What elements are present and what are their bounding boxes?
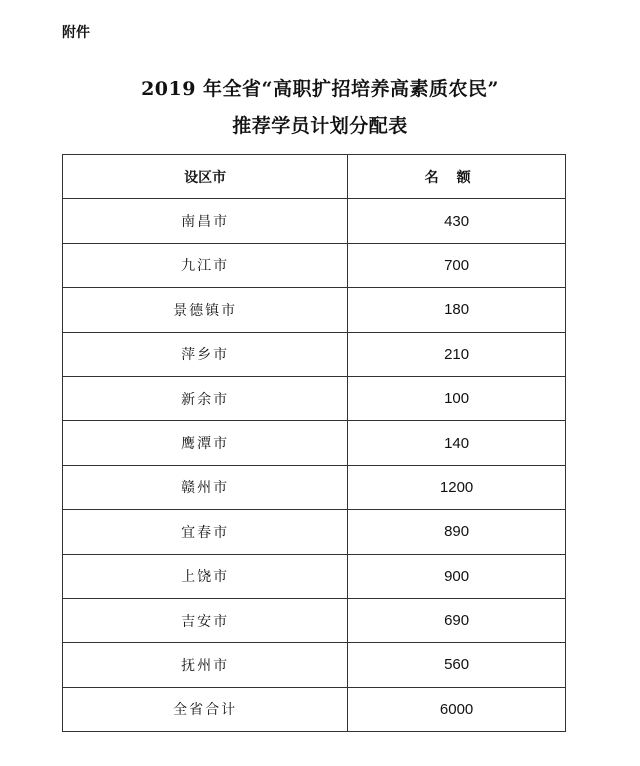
- quota-cell: 1200: [348, 465, 566, 509]
- total-label-cell: 全省合计: [63, 687, 348, 731]
- quota-cell: 890: [348, 510, 566, 554]
- table-row: [63, 332, 566, 376]
- table-row: [63, 421, 566, 465]
- city-cell: 萍乡市: [63, 332, 348, 376]
- table-row: [63, 598, 566, 642]
- table-row: [63, 554, 566, 598]
- city-cell: 新余市: [63, 376, 348, 420]
- quota-cell: 690: [348, 598, 566, 642]
- total-row: [63, 687, 566, 731]
- quota-cell: 560: [348, 643, 566, 687]
- table-row: [63, 243, 566, 287]
- city-cell: 上饶市: [63, 554, 348, 598]
- table-row: [63, 510, 566, 554]
- quota-cell: 700: [348, 243, 566, 287]
- quota-cell: 180: [348, 288, 566, 332]
- city-cell: 宜春市: [63, 510, 348, 554]
- city-cell: 景德镇市: [63, 288, 348, 332]
- attachment-label: 附件: [62, 25, 90, 41]
- city-cell: 九江市: [63, 243, 348, 287]
- document-title-line-2: 推荐学员计划分配表: [232, 115, 408, 137]
- quota-cell: 430: [348, 199, 566, 243]
- table-row: [63, 288, 566, 332]
- table-row: [63, 643, 566, 687]
- table-row: [63, 199, 566, 243]
- quota-cell: 140: [348, 421, 566, 465]
- city-cell: 抚州市: [63, 643, 348, 687]
- table-row: [63, 465, 566, 509]
- allocation-table: [62, 154, 566, 732]
- city-cell: 吉安市: [63, 598, 348, 642]
- header-city: 设区市: [63, 155, 348, 199]
- document-title-line-1: 2019 年全省“高职扩招培养高素质农民”: [141, 78, 499, 100]
- quota-cell: 900: [348, 554, 566, 598]
- table-header-row: [63, 155, 566, 199]
- city-cell: 鹰潭市: [63, 421, 348, 465]
- city-cell: 南昌市: [63, 199, 348, 243]
- quota-cell: 100: [348, 376, 566, 420]
- total-quota-cell: 6000: [348, 687, 566, 731]
- city-cell: 赣州市: [63, 465, 348, 509]
- quota-cell: 210: [348, 332, 566, 376]
- header-quota: 名额: [348, 155, 566, 199]
- table-row: [63, 376, 566, 420]
